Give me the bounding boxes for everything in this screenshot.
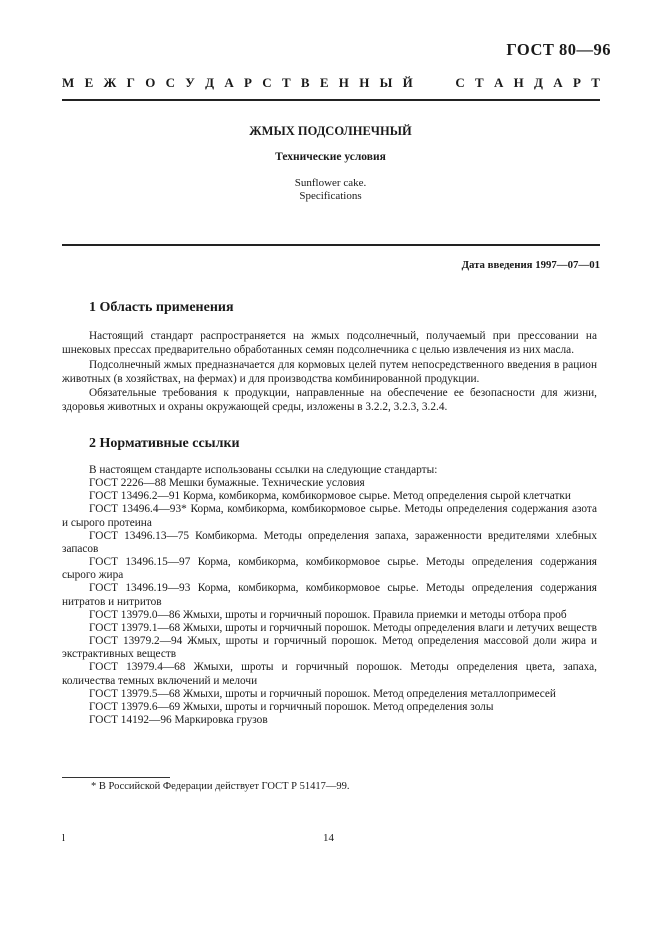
banner-letter: Н bbox=[513, 75, 524, 90]
banner-letter: Г bbox=[126, 75, 135, 90]
reference-item: ГОСТ 14192—96 Маркировка грузов bbox=[89, 713, 268, 726]
reference-item: ГОСТ 13979.6—69 Жмыхи, шроты и горчичный порошок. Метод определения золы bbox=[89, 700, 494, 713]
banner-letter: Т bbox=[475, 75, 484, 90]
banner-letter: Й bbox=[402, 75, 413, 90]
reference-item: ГОСТ 13979.5—68 Жмыхи, шроты и горчичный порошок. Метод определения металлопримесей bbox=[89, 687, 556, 700]
banner-letter: А bbox=[553, 75, 563, 90]
footnote-rule bbox=[62, 777, 170, 778]
section1-heading: 1 Область применения bbox=[89, 300, 234, 315]
interstate-standard-banner bbox=[62, 75, 600, 91]
banner-letter: С bbox=[262, 75, 272, 90]
reference-item: ГОСТ 13979.2—94 Жмых, шроты и горчичный порошок. Метод определения массовой доли жира и экстрактивных веществ bbox=[62, 635, 597, 661]
reference-item: ГОСТ 13496.13—75 Комбикорма. Методы определения запаха, зараженности вредителями хлебных запасов bbox=[62, 529, 597, 555]
section1-paragraph: Обязательные требования к продукции, направленные на обеспечение ее безопасности для жизни, здоровья животных и охраны окружающей среды, изложены в 3.2.2, 3.2.3, 3.2.4. bbox=[62, 387, 597, 414]
banner-letter: Ж bbox=[103, 75, 117, 90]
english-title bbox=[0, 177, 661, 203]
introduction-date: Дата введения 1997—07—01 bbox=[461, 259, 600, 271]
reference-item: ГОСТ 13979.4—68 Жмыхи, шроты и горчичный порошок. Методы определения цвета, запаха, количества темных включений и мелочи bbox=[62, 661, 597, 687]
reference-item: ГОСТ 13496.19—93 Корма, комбикорма, комбикормовое сырье. Методы определения содержания нитратов и нитритов bbox=[62, 582, 597, 608]
english-title-line2: Specifications bbox=[299, 190, 362, 202]
banner-letter: Р bbox=[572, 75, 581, 90]
section1-body bbox=[62, 329, 597, 415]
reference-item: ГОСТ 13496.15—97 Корма, комбикорма, комбикормовое сырье. Методы определения содержания сырого жира bbox=[62, 556, 597, 582]
reference-item: ГОСТ 2226—88 Мешки бумажные. Технические условия bbox=[89, 477, 365, 490]
banner-letter: Е bbox=[84, 75, 94, 90]
english-title-line1: Sunflower cake. bbox=[294, 177, 367, 189]
banner-letter: Д bbox=[534, 75, 543, 90]
reference-item: ГОСТ 13496.4—93* Корма, комбикорма, комбикормовое сырье. Методы определения содержания азота и сырого протеина bbox=[62, 503, 597, 529]
banner-letter: Т bbox=[591, 75, 600, 90]
banner-letter: А bbox=[224, 75, 234, 90]
banner-letter: С bbox=[165, 75, 176, 90]
section1-paragraph: Подсолнечный жмых предназначается для кормовых целей путем непосредственного введения в рацион животных (в хозяйствах, на фермах) и для производства комбинированной продукции. bbox=[62, 358, 597, 385]
banner-letter: Ы bbox=[379, 75, 393, 90]
section2-body bbox=[62, 464, 597, 727]
document-subtitle: Технические условия bbox=[275, 151, 386, 163]
banner-letter: М bbox=[62, 75, 75, 90]
banner-letter: У bbox=[185, 75, 195, 90]
banner-letter: Н bbox=[359, 75, 370, 90]
banner-letter: О bbox=[145, 75, 156, 90]
reference-item: ГОСТ 13496.2—91 Корма, комбикорма, комбикормовое сырье. Метод определения сырой клетчатки bbox=[89, 490, 571, 503]
page-number: 14 bbox=[323, 832, 334, 844]
banner-letter: Н bbox=[338, 75, 349, 90]
reference-item: ГОСТ 13979.0—86 Жмыхи, шроты и горчичный порошок. Правила приемки и методы отбора проб bbox=[89, 608, 567, 621]
section2-lead: В настоящем стандарте использованы ссылки на следующие стандарты: bbox=[89, 464, 438, 476]
top-rule bbox=[62, 99, 600, 101]
section1-paragraph: Настоящий стандарт распространяется на жмых подсолнечный, получаемый при прессовании на шнековых прессах предварительно обработанных семян подсолнечника с целью извлечения из них масла. bbox=[62, 330, 597, 357]
section2-heading: 2 Нормативные ссылки bbox=[89, 436, 240, 451]
banner-letter: А bbox=[493, 75, 504, 90]
document-title: ЖМЫХ ПОДСОЛНЕЧНЫЙ bbox=[249, 124, 412, 138]
page-left-mark: l bbox=[62, 832, 66, 844]
title-rule bbox=[62, 244, 600, 246]
banner-letter: С bbox=[455, 75, 465, 90]
standard-number: ГОСТ 80—96 bbox=[506, 40, 611, 59]
banner-letter: Р bbox=[244, 75, 252, 90]
banner-letter: Е bbox=[319, 75, 329, 90]
banner-gap bbox=[423, 75, 445, 91]
banner-letter: В bbox=[300, 75, 310, 90]
reference-item: ГОСТ 13979.1—68 Жмыхи, шроты и горчичный порошок. Методы определения влаги и летучих веществ bbox=[89, 621, 597, 634]
banner-letter: Д bbox=[205, 75, 215, 90]
footnote: * В Российской Федерации действует ГОСТ Р 51417—99. bbox=[91, 781, 350, 792]
banner-letter: Т bbox=[281, 75, 291, 90]
